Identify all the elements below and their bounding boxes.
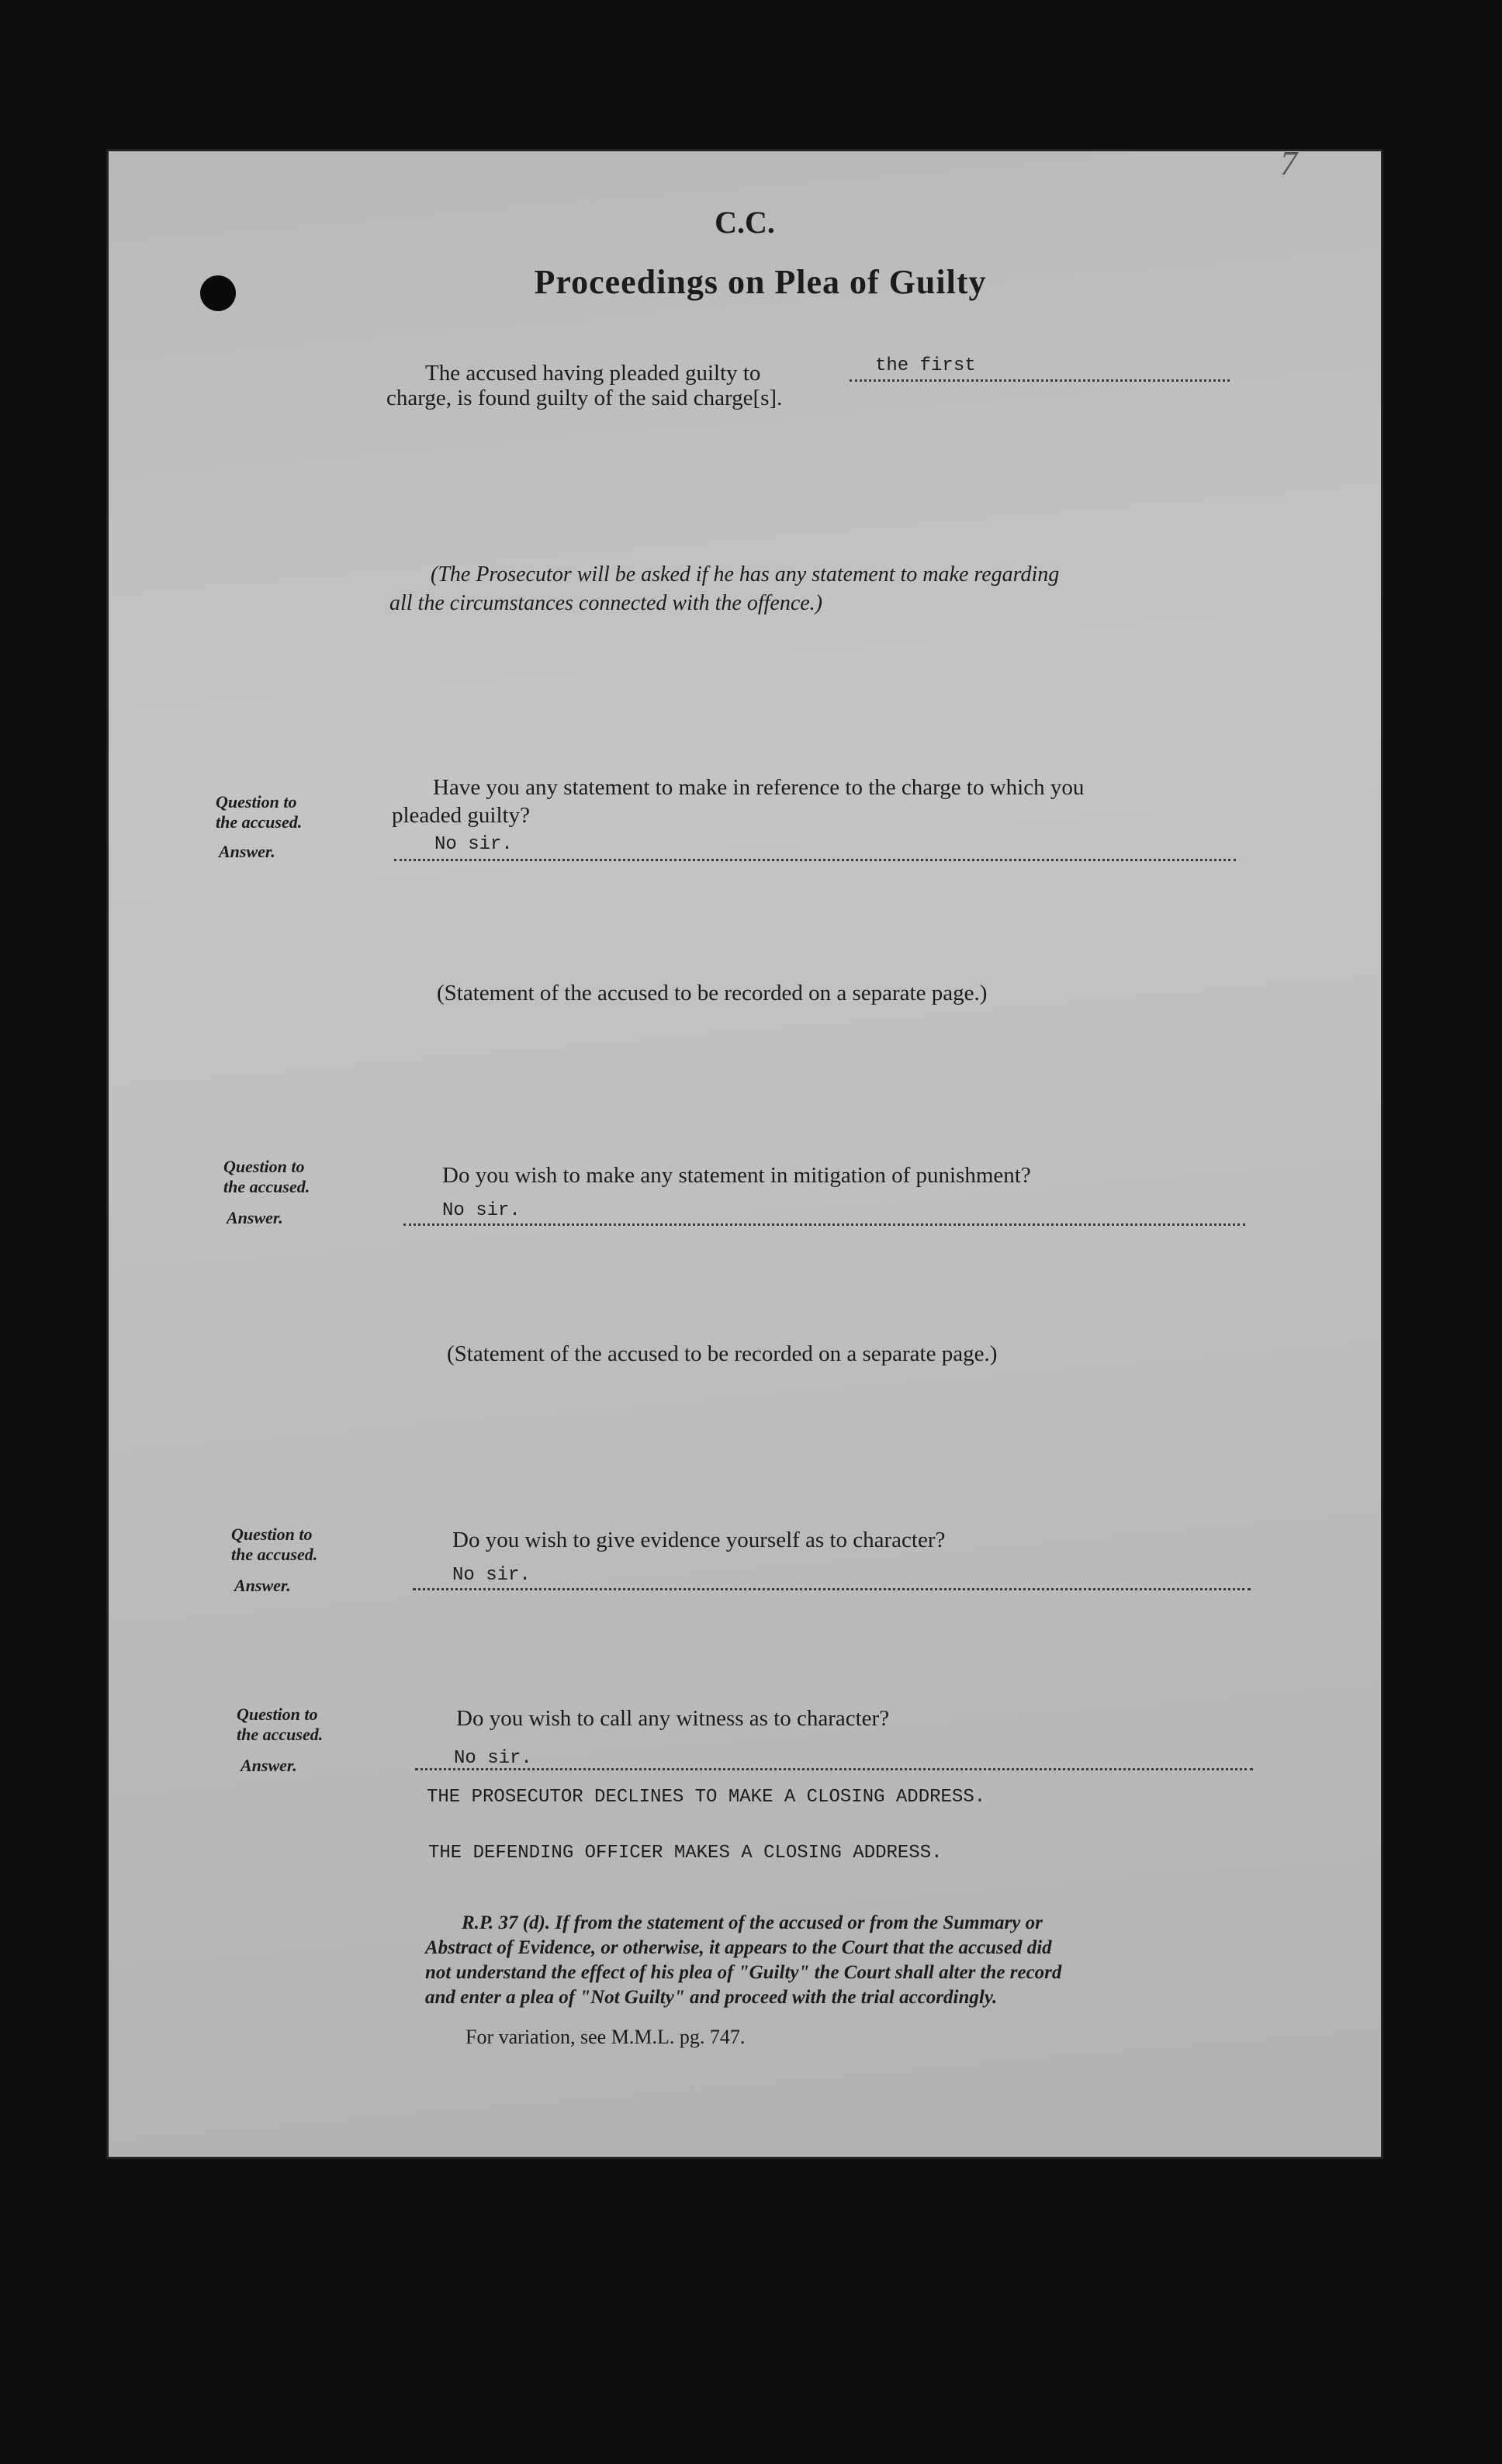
question-label-3: Question to the accused. <box>231 1524 318 1564</box>
corner-page-number: 7 <box>1280 144 1297 182</box>
answer-4-line <box>415 1768 1253 1770</box>
page-title: Proceedings on Plea of Guilty <box>534 263 987 301</box>
answer-2-text: No sir. <box>442 1200 521 1221</box>
plea-fill-line <box>850 379 1230 382</box>
question-label-1: Question to the accused. <box>216 792 303 832</box>
form-code: C.C. <box>715 205 775 240</box>
document-page <box>109 144 1381 2157</box>
answer-label-4: Answer. <box>241 1756 297 1775</box>
statement-note-1: (Statement of the accused to be recorded on a separate page.) <box>437 981 988 1005</box>
answer-label-1: Answer. <box>219 842 275 861</box>
answer-1-text: No sir. <box>434 834 513 855</box>
footnote-line-1: R.P. 37 (d). If from the statement of the accused or from the Summary or <box>462 1912 1043 1933</box>
typed-remark-2: THE DEFENDING OFFICER MAKES A CLOSING ADDRESS. <box>428 1843 943 1864</box>
answer-1-line <box>394 859 1236 861</box>
question-3-line-1: Do you wish to give evidence yourself as to character? <box>452 1528 946 1552</box>
variation-note: For variation, see M.M.L. pg. 747. <box>465 2026 746 2048</box>
plea-typed-charge: the first <box>875 355 976 376</box>
footnote-line-4: and enter a plea of "Not Guilty" and proceed with the trial accordingly. <box>425 1987 998 2008</box>
typed-remark-1: THE PROSECUTOR DECLINES TO MAKE A CLOSING ADDRESS. <box>427 1787 986 1808</box>
answer-label-2: Answer. <box>227 1208 283 1227</box>
answer-label-3: Answer. <box>234 1576 291 1595</box>
plea-line-1 <box>425 359 760 387</box>
answer-3-text: No sir. <box>452 1565 531 1586</box>
question-1-line-2: pleaded guilty? <box>392 803 530 828</box>
prosecutor-note-line-1: (The Prosecutor will be asked if he has any statement to make regarding <box>431 562 1060 587</box>
question-label-4: Question to the accused. <box>237 1704 324 1744</box>
prosecutor-note-line-2: all the circumstances connected with the offence.) <box>389 591 823 615</box>
question-1-line-1: Have you any statement to make in reference to the charge to which you <box>433 775 1085 800</box>
question-4-line-1: Do you wish to call any witness as to character? <box>456 1706 890 1731</box>
question-label-2: Question to the accused. <box>223 1157 310 1196</box>
footnote-line-2: Abstract of Evidence, or otherwise, it appears to the Court that the accused did <box>425 1937 1052 1958</box>
answer-4-text: No sir. <box>454 1748 532 1769</box>
answer-3-line <box>413 1588 1251 1590</box>
plea-prefix: The accused having pleaded guilty to <box>425 361 761 386</box>
footnote-line-3: not understand the effect of his plea of "Guilty" the Court shall alter the record <box>425 1962 1062 1983</box>
answer-2-line <box>403 1223 1245 1226</box>
plea-line-2: charge, is found guilty of the said charge[s]. <box>386 386 783 410</box>
question-2-line-1: Do you wish to make any statement in mitigation of punishment? <box>442 1163 1031 1188</box>
statement-note-2: (Statement of the accused to be recorded on a separate page.) <box>447 1341 998 1366</box>
